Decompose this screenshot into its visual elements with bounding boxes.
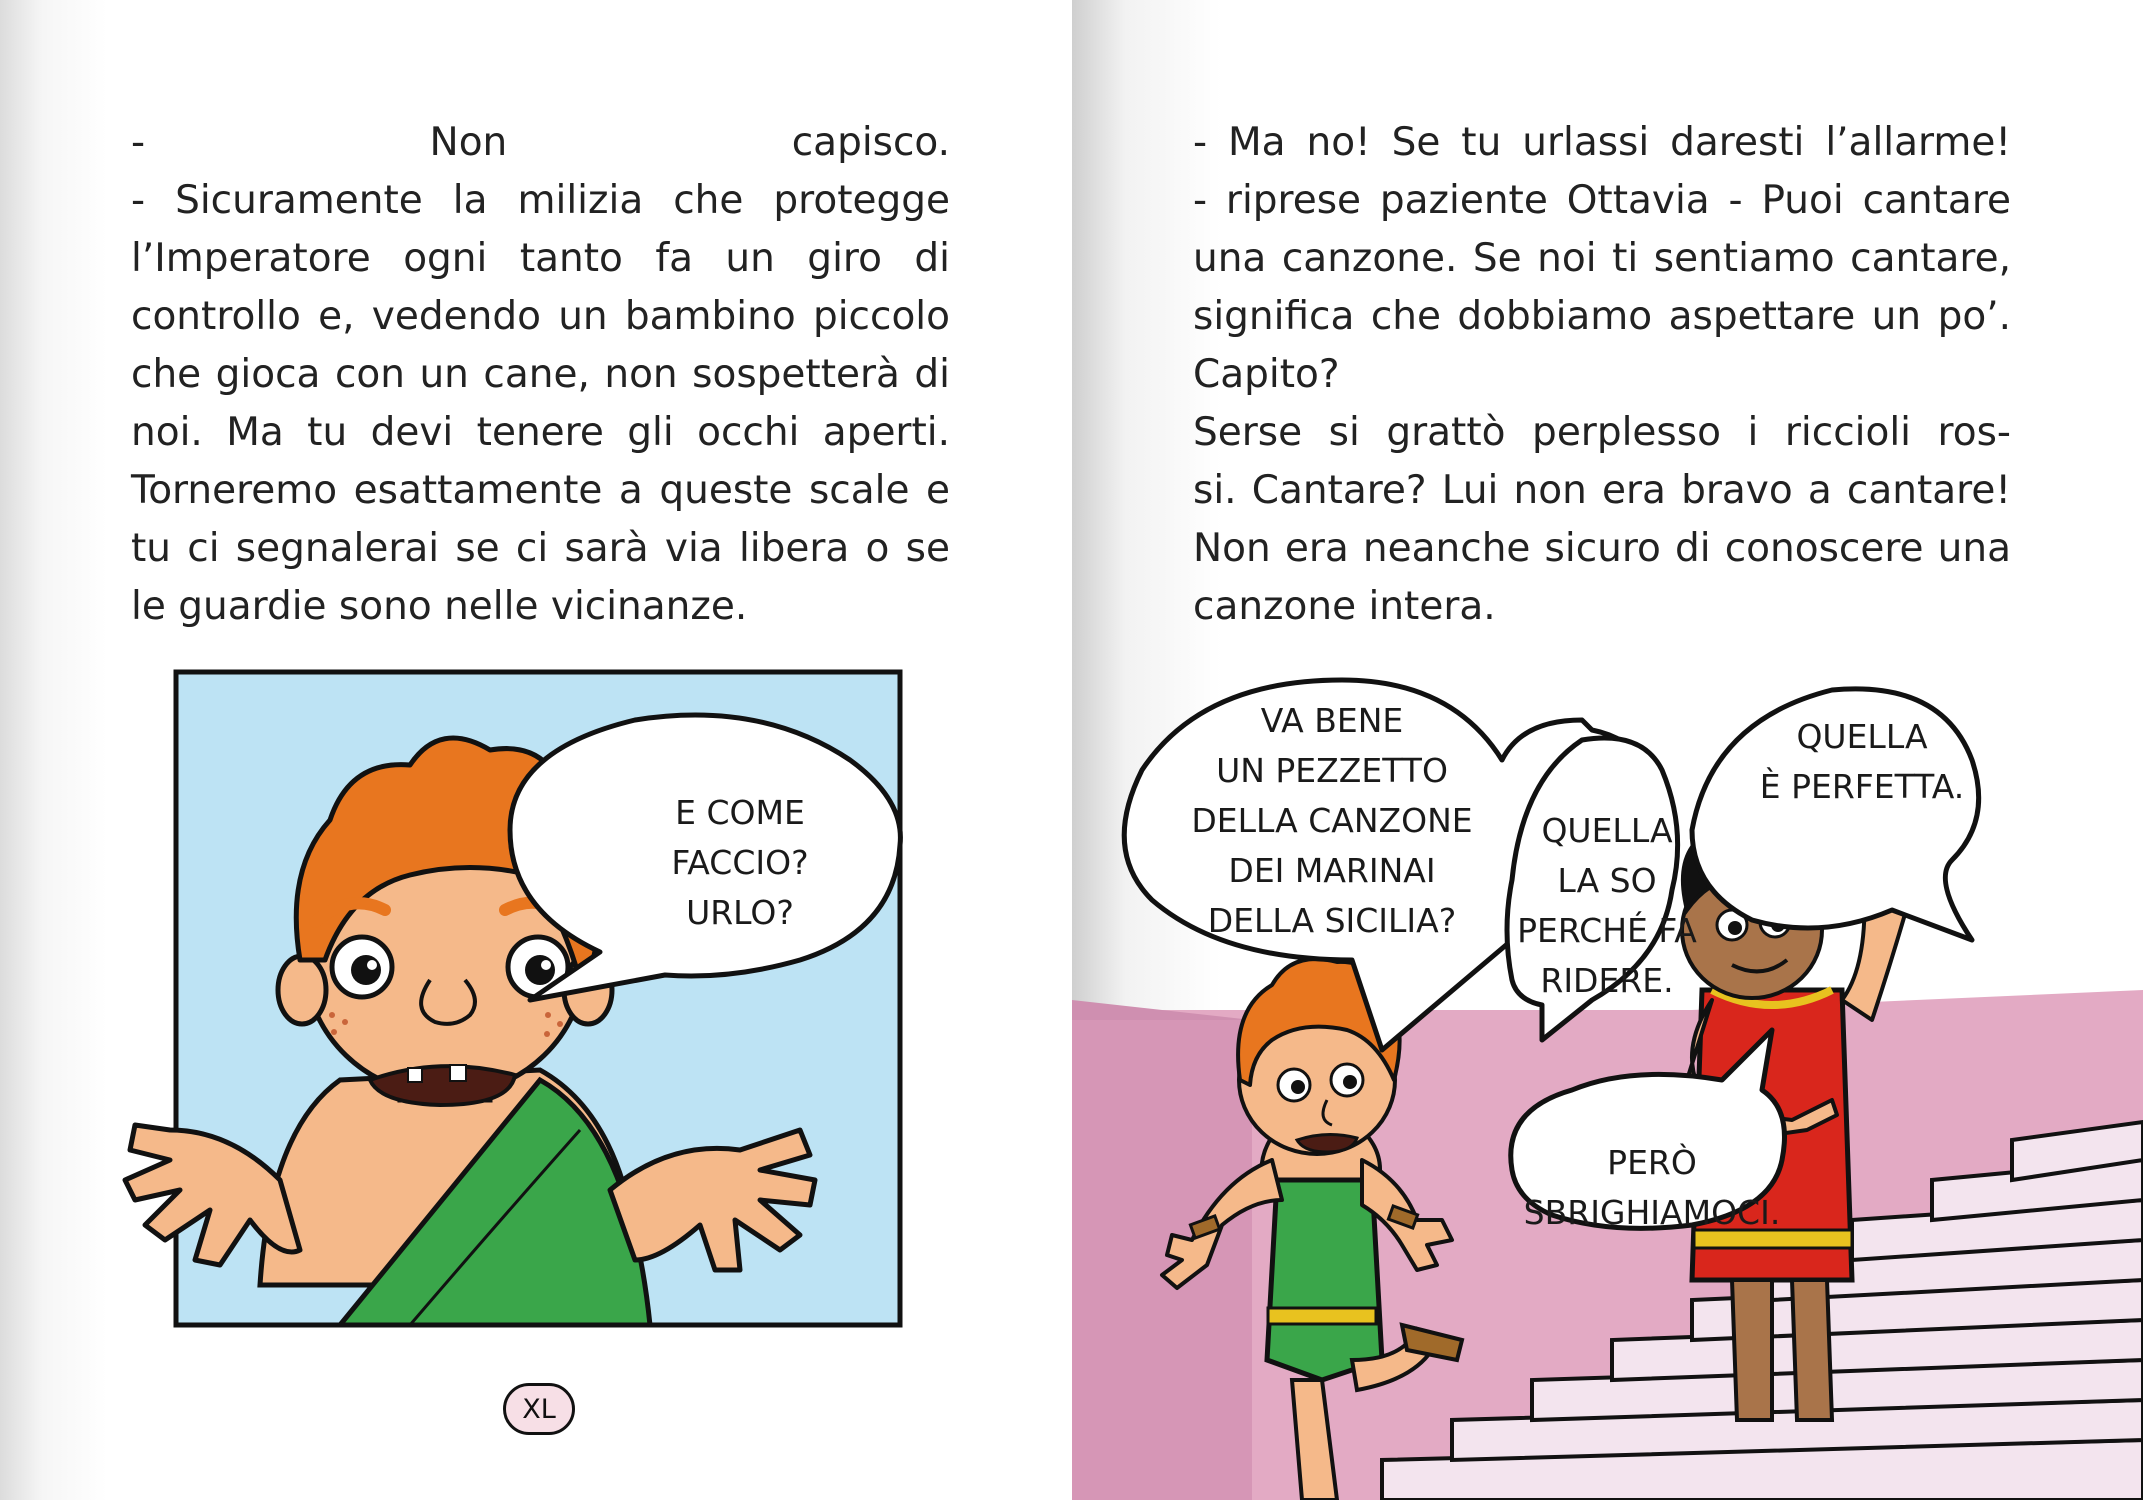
bubble-line: È PERFETTA. [1759, 767, 1965, 806]
text-line: Capito? [1193, 352, 1340, 397]
bubble-line: DELLA SICILIA? [1207, 901, 1457, 940]
bubble-line: SBRIGHIAMOCI. [1523, 1193, 1781, 1232]
bubble-line: VA BENE [1260, 701, 1404, 740]
bubble-line: URLO? [686, 893, 794, 932]
bubble-line: UN PEZZETTO [1216, 751, 1448, 790]
text-line: - Sicuramente la milizia che protegge [131, 178, 950, 223]
bubble-line: RIDERE. [1540, 961, 1674, 1000]
text-line: noi. Ma tu devi tenere gli occhi aperti. [131, 410, 950, 455]
text-line: si. Cantare? Lui non era bravo a cantare! [1193, 468, 2011, 513]
text-line: che gioca con un cane, non sospetterà di [131, 352, 950, 397]
bubble-line: PERCHÉ FA [1517, 911, 1697, 950]
bubble-line: QUELLA [1541, 811, 1673, 850]
bubble-line: DEI MARINAI [1228, 851, 1436, 890]
text-line: controllo e, vedendo un bambino piccolo [131, 294, 950, 339]
text-line: Non era neanche sicuro di conoscere una [1193, 526, 2011, 571]
bubble-2-text [1502, 806, 1712, 1006]
text-line: Torneremo esattamente a queste scale e [131, 468, 950, 513]
bubble-left-text [595, 788, 885, 938]
bubble-4-text [1512, 1138, 1792, 1238]
text-line: le guardie sono nelle vicinanze. [131, 584, 748, 629]
text-line: - Ma no! Se tu urlassi daresti l’allarme! [1193, 120, 2011, 165]
text-line: significa che dobbiamo aspettare un po’. [1193, 294, 2011, 339]
bubble-line: FACCIO? [671, 843, 809, 882]
comic-panel-boy [110, 660, 930, 1350]
text-line: - riprese paziente Ottavia - Puoi cantare [1193, 178, 2011, 223]
right-paragraph [1193, 114, 2011, 636]
bubble-line: DELLA CANZONE [1191, 801, 1473, 840]
page-number: XL [503, 1383, 575, 1435]
text-line: tu ci segnalerai se ci sarà via libera o se [131, 526, 950, 571]
bubble-3-text [1742, 712, 1982, 812]
text-line: Serse si grattò perplesso i riccioli ros- [1193, 410, 2011, 455]
bubble-line: QUELLA [1796, 717, 1928, 756]
text-line: l’Imperatore ogni tanto fa un giro di [131, 236, 950, 281]
bubble-1-text [1172, 696, 1492, 946]
right-page [1072, 0, 2143, 1500]
text-line: canzone intera. [1193, 584, 1496, 629]
text-line: - Non capisco. [131, 120, 950, 165]
bubble-line: E COME [675, 793, 805, 832]
left-paragraph [131, 114, 950, 636]
text-line: una canzone. Se noi ti sentiamo cantare, [1193, 236, 2011, 281]
bubble-line: LA SO [1557, 861, 1657, 900]
bubble-line: PERÒ [1607, 1143, 1697, 1182]
